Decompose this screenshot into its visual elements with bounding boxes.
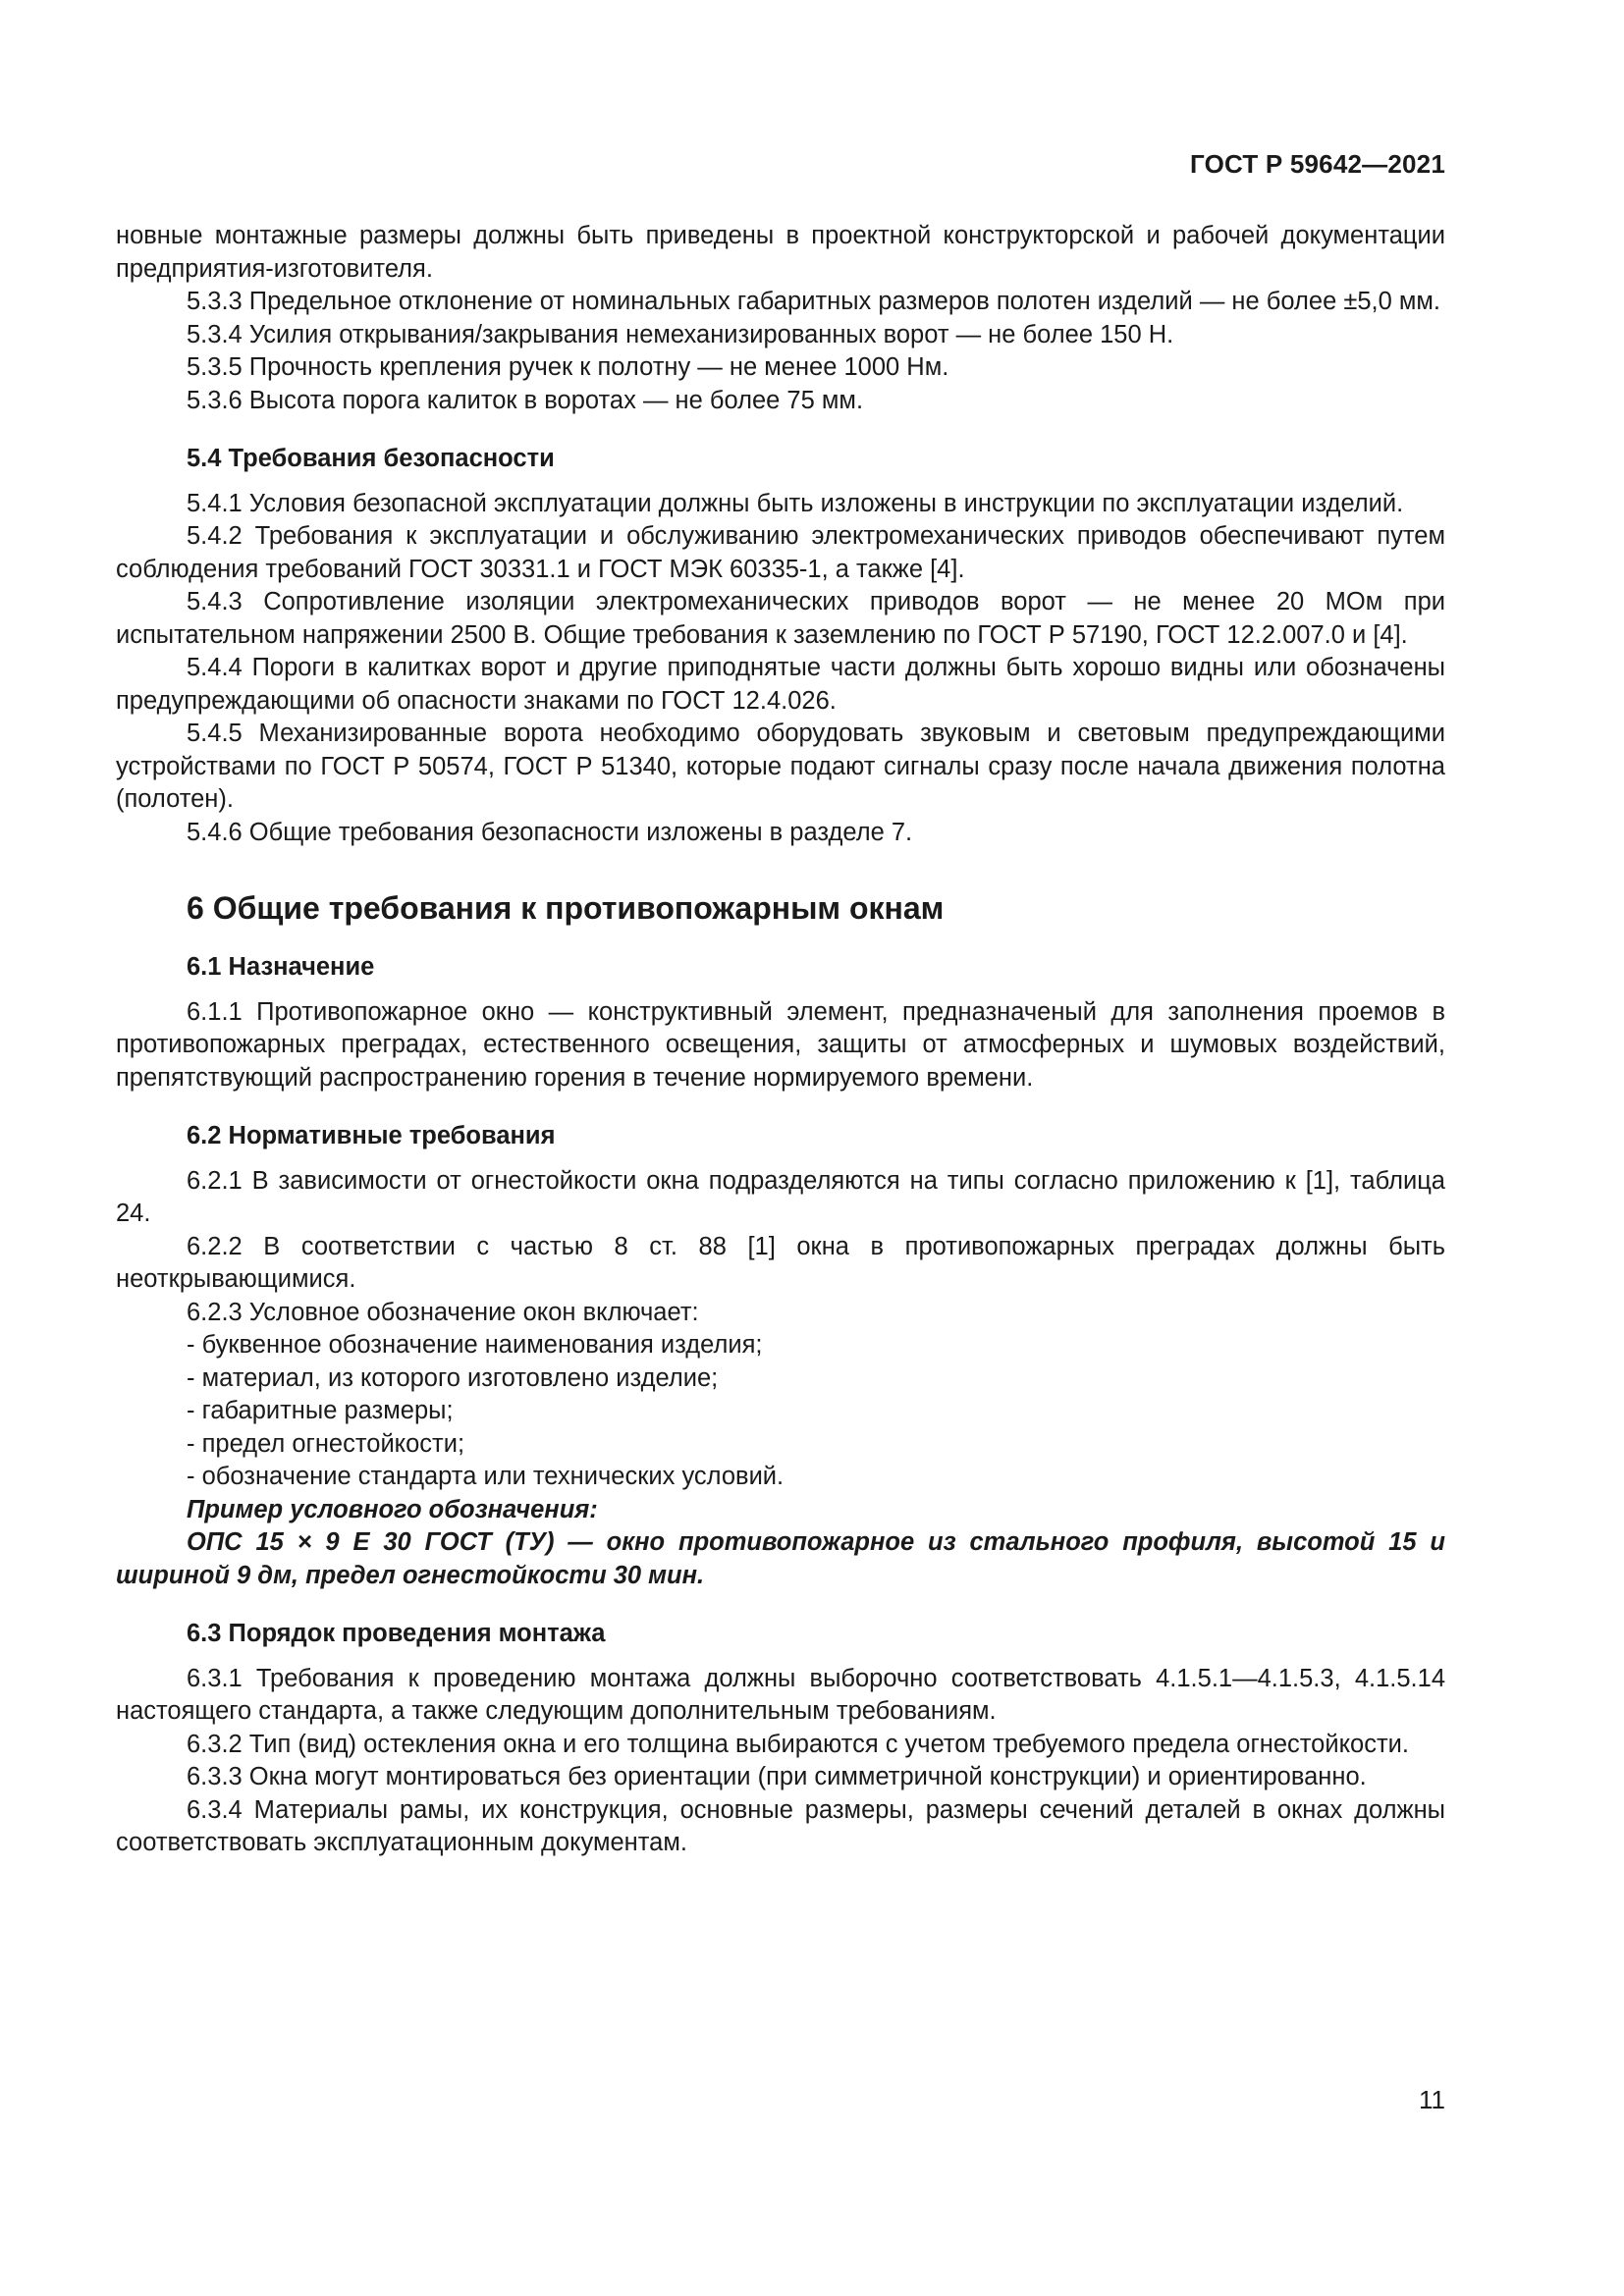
paragraph-5-4-2: 5.4.2 Требования к эксплуатации и обслуживанию электромеханических приводов обеспечивают путем соблюдения требований ГОСТ 30331.1 и ГОСТ МЭК 60335-1, а также [4]. — [116, 522, 1445, 583]
example-label: Пример условного обозначения: — [187, 1495, 598, 1523]
heading-6-3: 6.3 Порядок проведения монтажа — [187, 1620, 606, 1647]
paragraph-6-3-3: 6.3.3 Окна могут монтироваться без ориентации (при симметричной конструкции) и ориентированно. — [187, 1763, 1367, 1790]
document-header-id: ГОСТ Р 59642—2021 — [1190, 149, 1445, 179]
heading-6-1: 6.1 Назначение — [187, 953, 375, 981]
heading-section-6: 6 Общие требования к противопожарным окнам — [187, 890, 945, 926]
list-item: - предел огнестойкости; — [187, 1429, 465, 1458]
list-item: - буквенное обозначение наименования изделия; — [187, 1331, 763, 1359]
paragraph-5-3-5: 5.3.5 Прочность крепления ручек к полотну — не менее 1000 Нм. — [187, 353, 949, 381]
paragraph-5-4-6: 5.4.6 Общие требования безопасности изложены в разделе 7. — [187, 818, 913, 846]
paragraph-continuation: новные монтажные размеры должны быть приведены в проектной конструкторской и рабочей документации предприятия-изготовителя. — [116, 222, 1445, 283]
list-item: - обозначение стандарта или технических условий. — [187, 1463, 785, 1490]
document-body — [116, 220, 1445, 1860]
document-page — [116, 0, 1445, 2296]
heading-6-2: 6.2 Нормативные требования — [187, 1122, 556, 1149]
paragraph-6-2-3: 6.2.3 Условное обозначение окон включает: — [187, 1298, 699, 1326]
page-number: 11 — [1419, 2085, 1445, 2114]
paragraph-6-3-4: 6.3.4 Материалы рамы, их конструкция, основные размеры, размеры сечений деталей в окнах должны соответствовать эксплуатационным документам. — [116, 1795, 1445, 1856]
heading-5-4: 5.4 Требования безопасности — [187, 445, 555, 472]
paragraph-5-4-5: 5.4.5 Механизированные ворота необходимо оборудовать звуковым и световым предупреждающими устройствами по ГОСТ Р 50574, ГОСТ Р 51340, которые подают сигналы сразу после начала движения полотна (полотен). — [116, 720, 1445, 813]
example-text: ОПС 15 × 9 Е 30 ГОСТ (ТУ) — окно противопожарное из стального профиля, высотой 15 и шириной 9 дм, предел огнестойкости 30 мин. — [116, 1528, 1445, 1589]
paragraph-6-3-1: 6.3.1 Требования к проведению монтажа должны выборочно соответствовать 4.1.5.1—4.1.5.3, 4.1.5.14 настоящего стандарта, а также следующим дополнительным требованиям. — [116, 1664, 1445, 1725]
paragraph-6-3-2: 6.3.2 Тип (вид) остекления окна и его толщина выбираются с учетом требуемого предела огнестойкости. — [187, 1730, 1409, 1758]
paragraph-5-4-4: 5.4.4 Пороги в калитках ворот и другие приподнятые части должны быть хорошо видны или обозначены предупреждающими об опасности знаками по ГОСТ 12.4.026. — [116, 654, 1445, 715]
paragraph-6-2-1: 6.2.1 В зависимости от огнестойкости окна подразделяются на типы согласно приложению к [1], таблица 24. — [116, 1166, 1445, 1227]
paragraph-6-2-2: 6.2.2 В соответствии с частью 8 ст. 88 [1] окна в противопожарных преградах должны быть неоткрывающимися. — [116, 1232, 1445, 1293]
paragraph-5-4-3: 5.4.3 Сопротивление изоляции электромеханических приводов ворот — не менее 20 МОм при испытательном напряжении 2500 В. Общие требования к заземлению по ГОСТ Р 57190, ГОСТ 12.2.007.0 и [4]. — [116, 588, 1445, 649]
paragraph-5-3-4: 5.3.4 Усилия открывания/закрывания немеханизированных ворот — не более 150 Н. — [187, 320, 1174, 348]
paragraph-5-4-1: 5.4.1 Условия безопасной эксплуатации должны быть изложены в инструкции по эксплуатации изделий. — [187, 489, 1404, 517]
paragraph-6-1-1: 6.1.1 Противопожарное окно — конструктивный элемент, предназначеный для заполнения проемов в противопожарных преградах, естественного освещения, защиты от атмосферных и шумовых воздействий, препятствующий распространению горения в течение нормируемого времени. — [116, 997, 1445, 1092]
list-item: - габаритные размеры; — [187, 1397, 454, 1424]
paragraph-5-3-3: 5.3.3 Предельное отклонение от номинальных габаритных размеров полотен изделий — не более ±5,0 мм. — [187, 288, 1441, 315]
list-item: - материал, из которого изготовлено изделие; — [187, 1363, 719, 1392]
paragraph-5-3-6: 5.3.6 Высота порога калиток в воротах — не более 75 мм. — [187, 386, 864, 414]
